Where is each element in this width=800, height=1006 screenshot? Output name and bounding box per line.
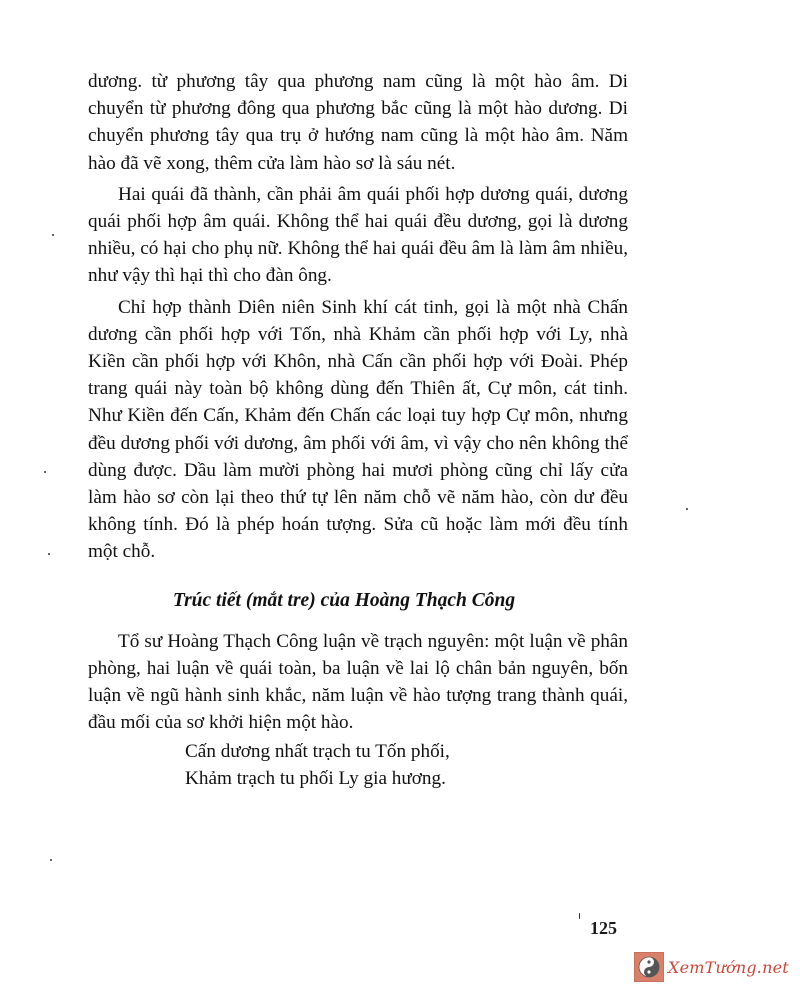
section-heading: Trúc tiết (mắt tre) của Hoàng Thạch Công — [172, 589, 516, 611]
paragraph-3: Chỉ hợp thành Diên niên Sinh khí cát tinh, gọi là một nhà Chấn dương cần phối hợp với Tốn, nhà Khảm cần phối hợp với Ly, nhà Kiền cần phối hợp với Khôn, nhà Cấn cần phối hợp với Đoài. Phép trang quái này toàn bộ không dùng đến Thiên ất, Cự môn, cát tinh. Như Kiền đến Cấn, Khảm đến Chấn các loại tuy hợp Cự môn, nhưng đều dương phối với dương, âm phối với âm, vì vậy cho nên không thể dùng được. Dầu làm mười phòng hai mươi phòng cũng chỉ lấy cửa làm hào sơ còn lại theo thứ tự lên năm chỗ vẽ năm hào, còn dư đều không tính. Đó là phép hoán tượng. Sửa cũ hoặc làm mới đều tính một chỗ. — [88, 296, 628, 563]
scan-speck — [48, 553, 50, 555]
verse-line: Khảm trạch tu phối Ly gia hương. — [185, 768, 446, 790]
scan-speck — [579, 913, 580, 919]
paragraph-2: Hai quái đã thành, cần phải âm quái phối hợp dương quái, dương quái phối hợp âm quái. Không thể hai quái đều dương, gọi là dương nhiều, có hại cho phụ nữ. Không thể hai quái đều âm là làm âm nhiều, như vậy thì hại thì cho đàn ông. — [88, 183, 628, 287]
scan-speck — [52, 234, 54, 236]
watermark — [634, 952, 789, 982]
watermark-text: XemTướng.net — [668, 957, 789, 977]
page-number: 125 — [590, 918, 617, 938]
scan-speck — [44, 471, 46, 473]
paragraph-1: dương. từ phương tây qua phương nam cũng là một hào âm. Di chuyển từ phương đông qua phương bắc cũng là một hào dương. Di chuyển phương tây qua trụ ở hướng nam cũng là một hào âm. Năm hào đã vẽ xong, thêm cửa làm hào sơ là sáu nét. — [88, 71, 628, 174]
page-body — [88, 68, 628, 792]
verse-line: Cấn dương nhất trạch tu Tốn phối, — [185, 741, 450, 763]
verse-block — [88, 738, 628, 792]
scan-speck — [686, 508, 688, 510]
scan-speck — [50, 859, 52, 861]
paragraph-4: Tổ sư Hoàng Thạch Công luận về trạch nguyên: một luận về phân phòng, hai luận về quái toàn, ba luận về lai lộ chân bản nguyên, bốn luận về ngũ hành sinh khắc, năm luận về hào tượng trang thành quái, đầu mối của sơ khởi hiện một hào. — [88, 630, 628, 734]
yin-yang-icon — [634, 952, 664, 982]
